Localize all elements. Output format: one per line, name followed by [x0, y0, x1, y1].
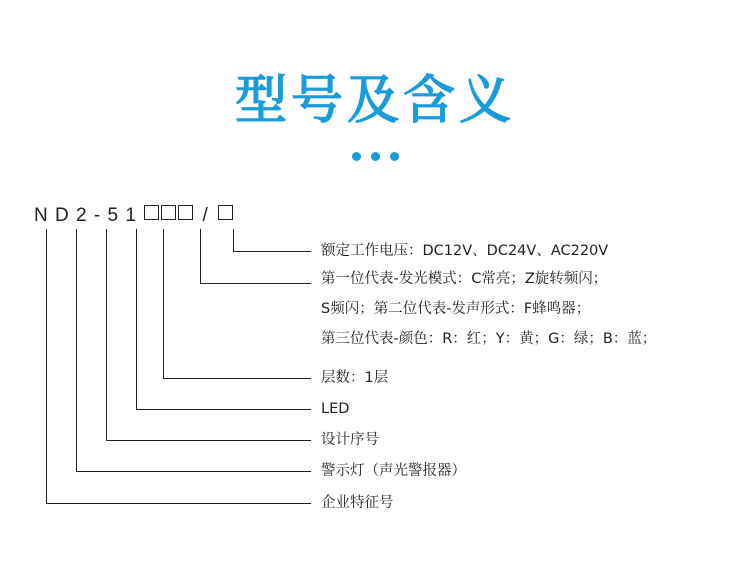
callout-line: 第一位代表-发光模式：C常亮；Z旋转频闪； — [321, 271, 608, 287]
callout-line: 设计序号 — [321, 432, 379, 448]
callout-design-serial — [321, 429, 379, 451]
model-code-slash: / — [202, 205, 209, 226]
callout-layer-count — [321, 367, 388, 389]
model-code-char: D — [55, 205, 70, 226]
callout-led — [321, 398, 349, 420]
callout-line: 第三位代表-颜色：R：红；Y：黄；G：绿；B：蓝； — [321, 331, 657, 347]
callout-line: 警示灯（声光警报器） — [321, 463, 466, 479]
model-code-char: 2 — [76, 205, 88, 226]
model-code-char: 1 — [125, 205, 137, 226]
callout-line: LED — [321, 401, 350, 417]
model-code-char: 5 — [107, 205, 120, 226]
callout-line: 层数：1层 — [321, 370, 389, 386]
model-code-char: - — [93, 205, 102, 226]
callout-warning-light — [321, 460, 466, 482]
page-title: 型号及含义 — [234, 71, 515, 131]
model-code-char: N — [34, 205, 49, 226]
callout-line: 企业特征号 — [321, 495, 394, 511]
callout-digit-meanings — [321, 264, 656, 354]
callout-line: S频闪；第二位代表-发声形式：F蜂鸣器； — [321, 301, 591, 317]
callout-line: 额定工作电压：DC12V、DC24V、AC220V — [321, 243, 609, 259]
callout-enterprise-code — [321, 492, 394, 514]
callout-rated-voltage — [321, 240, 608, 262]
